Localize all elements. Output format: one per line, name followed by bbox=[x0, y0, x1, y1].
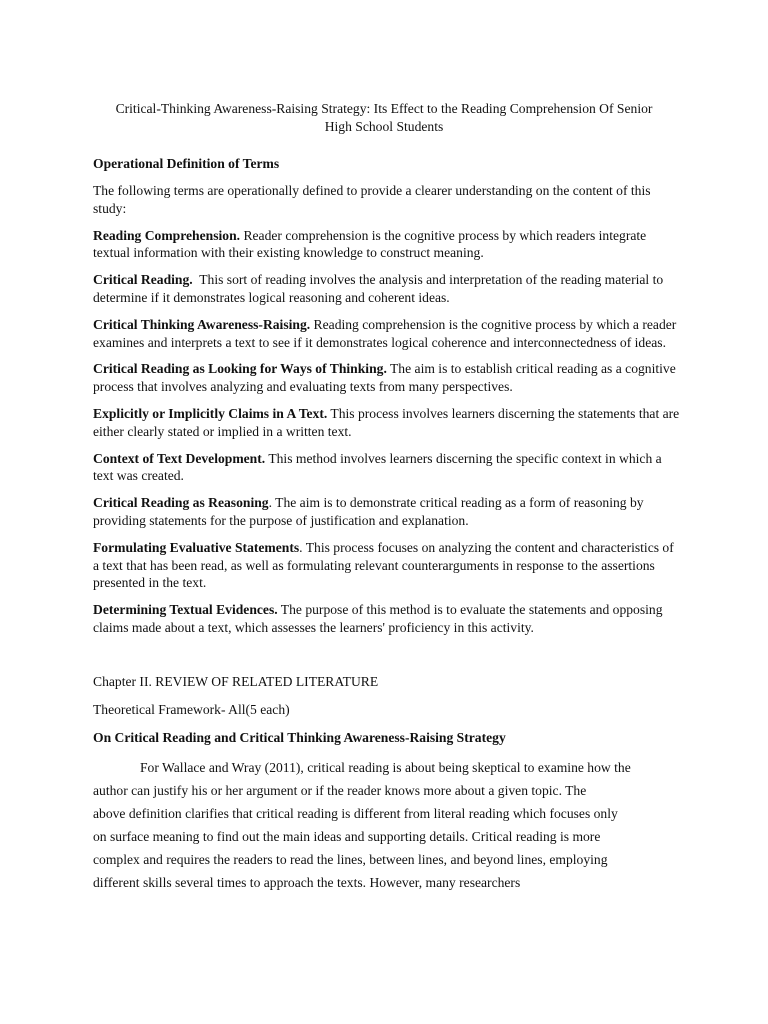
term-context-of-text-development bbox=[93, 450, 683, 486]
term-definition: The purpose of this method is to evaluate the statements and opposing claims made about a text, which assesses the learners' proficiency in this activity. bbox=[93, 602, 663, 635]
term-determining-textual-evidences bbox=[93, 601, 683, 637]
body-paragraph bbox=[93, 756, 683, 894]
term-critical-thinking-awareness-raising bbox=[93, 316, 683, 352]
term-definition: . The aim is to demonstrate critical reading as a form of reasoning by providing statements for the purpose of justification and explanation. bbox=[93, 495, 644, 528]
body-line: above definition clarifies that critical reading is different from literal reading which focuses only bbox=[93, 805, 618, 821]
title-line-1: Critical-Thinking Awareness-Raising Strategy: Its Effect to the Reading Comprehension Of Senior bbox=[115, 101, 653, 116]
term-label: Determining Textual Evidences. bbox=[93, 602, 278, 618]
term-label: Critical Reading as Looking for Ways of Thinking. bbox=[93, 361, 387, 377]
term-label: Reading Comprehension. bbox=[93, 227, 241, 243]
term-label: Formulating Evaluative Statements bbox=[93, 539, 300, 555]
chapter-heading: Chapter II. REVIEW OF RELATED LITERATURE bbox=[93, 673, 379, 689]
spacer bbox=[93, 646, 683, 673]
body-line: on surface meaning to find out the main ideas and supporting details. Critical reading is more bbox=[93, 828, 601, 844]
framework-line: Theoretical Framework- All(5 each) bbox=[93, 701, 290, 717]
term-critical-reading-ways-of-thinking bbox=[93, 360, 683, 396]
body-line: different skills several times to approach the texts. However, many researchers bbox=[93, 874, 521, 890]
term-reading-comprehension bbox=[93, 227, 683, 263]
term-definition: The aim is to establish critical reading as a cognitive process that involves analyzing and evaluating texts from many perspectives. bbox=[93, 361, 676, 395]
term-explicit-implicit-claims bbox=[93, 405, 683, 441]
term-critical-reading-as-reasoning bbox=[93, 494, 683, 530]
term-label: Critical Reading as Reasoning bbox=[93, 495, 269, 511]
subsection-heading: On Critical Reading and Critical Thinking Awareness-Raising Strategy bbox=[93, 729, 506, 745]
term-definition: This method involves learners discerning the specific context in which a text was created. bbox=[93, 450, 662, 484]
section-heading: Operational Definition of Terms bbox=[93, 156, 280, 171]
term-label: Critical Reading. bbox=[93, 272, 193, 288]
title-line-2: High School Students bbox=[324, 119, 444, 134]
body-line: author can justify his or her argument or if the reader knows more about a given topic. The bbox=[93, 782, 587, 798]
body-line: complex and requires the readers to read the lines, between lines, and beyond lines, employing bbox=[93, 851, 608, 867]
term-definition: Reading comprehension is the cognitive process by which a reader examines and interprets a text to see if it demonstrates logical coherence and interconnectedness of ideas. bbox=[93, 316, 677, 350]
term-label: Critical Thinking Awareness-Raising. bbox=[93, 316, 311, 332]
term-formulating-evaluative-statements bbox=[93, 539, 683, 592]
term-definition: Reader comprehension is the cognitive process by which readers integrate textual information with their existing knowledge to construct meaning. bbox=[93, 227, 647, 261]
term-definition: This sort of reading involves the analysis and interpretation of the reading material to determine if it demonstrates logical reasoning and coherent ideas. bbox=[93, 272, 667, 305]
term-label: Context of Text Development. bbox=[93, 450, 266, 466]
term-label: Explicitly or Implicitly Claims in A Text. bbox=[93, 405, 328, 421]
document-content bbox=[93, 100, 683, 894]
document-title bbox=[85, 100, 683, 136]
term-critical-reading bbox=[93, 271, 683, 307]
term-definition: This process involves learners discerning the statements that are either clearly stated or implied in a written text. bbox=[93, 405, 680, 439]
term-definition: . This process focuses on analyzing the content and characteristics of a text that has been read, as well as formulating relevant counterarguments in response to the assertions presented in the text. bbox=[93, 539, 674, 591]
intro-paragraph: The following terms are operationally defined to provide a clearer understanding on the content of this study: bbox=[93, 183, 651, 216]
body-line: For Wallace and Wray (2011), critical reading is about being skeptical to examine how the bbox=[140, 759, 631, 775]
